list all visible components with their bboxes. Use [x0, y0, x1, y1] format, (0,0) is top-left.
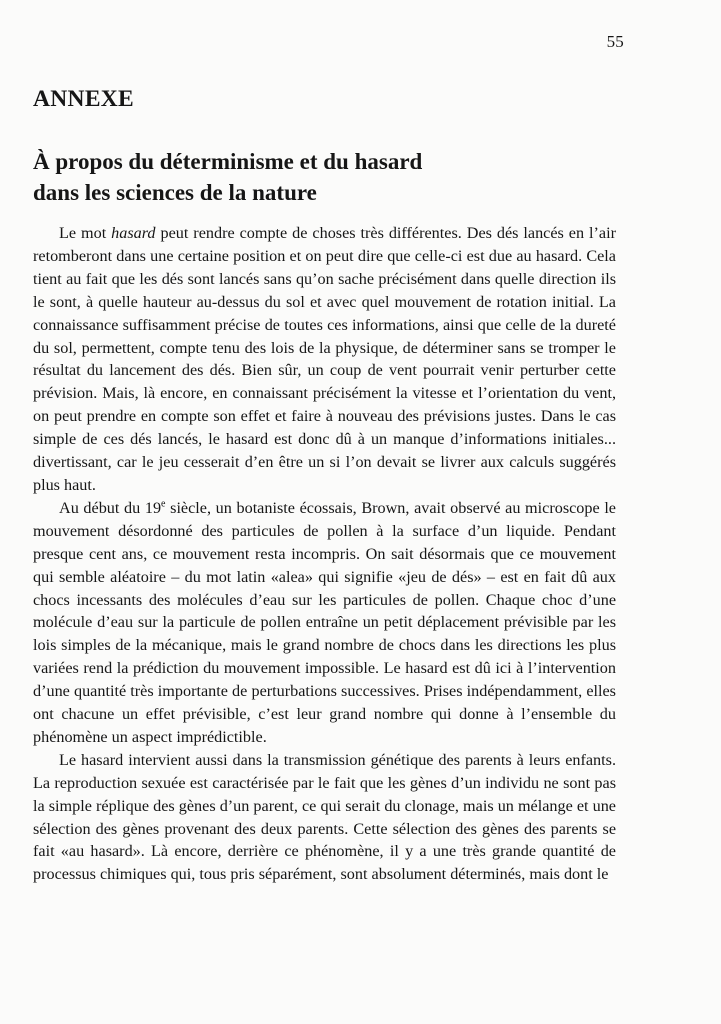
section-title-line-1: À propos du déterminisme et du hasard — [33, 149, 423, 174]
annexe-heading: ANNEXE — [33, 86, 135, 112]
paragraph-2 — [33, 497, 616, 749]
section-title — [33, 146, 633, 208]
paragraph-2-text: siècle, un botaniste écossais, Brown, avait observé au microscope le mouvement désordonné des particules de pollen à la surface d’un liquide. Pendant presque cent ans, ce mouvement resta incompris. On sait désormais que ce mouvement qui semble aléatoire – du mot latin «alea» qui signifie «jeu de dés» – est en fait dû aux chocs incessants des molécules d’eau sur les particules de pollen. Chaque choc d’une molécule d’eau sur la particule de pollen entraîne un petit déplacement prévisible par les lois simples de la mécanique, mais le grand nombre de chocs dans les directions les plus variées rend la prédiction du mouvement impossible. Le hasard est dû ici à l’intervention d’une quantité très importante de perturbations successives. Prises indépendamment, elles ont chacune un effet prévisible, c’est leur grand nombre qui donne à l’ensemble du phénomène un aspect imprédictible. — [33, 498, 616, 746]
paragraph-1-text: peut rendre compte de choses très différentes. Des dés lancés en l’air retomberont dans une certaine position et on peut dire que celle-ci est due au hasard. Cela tient au fait que les dés sont lancés sans qu’on sache précisément dans quelle direction ils le sont, à quelle hauteur au-dessus du sol et avec quel mouvement de rotation initial. La connaissance suffisamment précise de toutes ces informations, ainsi que celle de la dureté du sol, permettent, compte tenu des lois de la physique, de déterminer sans se tromper le résultat du lancement des dés. Bien sûr, un coup de vent pourrait venir perturber cette prévision. Mais, là encore, en connaissant précisément la vitesse et l’orientation du vent, on peut prendre en compte son effet et faire à nouveau des prévisions justes. Dans le cas simple de ces dés lancés, le hasard est donc dû à un manque d’informations initiales... divertissant, car le jeu cesserait d’en être un si l’on devait se livrer aux calculs suggérés plus haut. — [33, 224, 616, 494]
section-title-line-2: dans les sciences de la nature — [33, 180, 317, 205]
body-text — [33, 222, 616, 886]
paragraph-2-intro: Au début du 19 — [59, 498, 162, 517]
century-superscript: e — [161, 498, 166, 510]
paragraph-1-emphasis: hasard — [111, 224, 156, 242]
paragraph-1-intro: Le mot — [59, 224, 112, 242]
paragraph-1 — [33, 222, 616, 497]
page-number: 55 — [606, 32, 624, 51]
paragraph-3: Le hasard intervient aussi dans la transmission génétique des parents à leurs enfants. La reproduction sexuée est caractérisée par le fait que les gènes d’un individu ne sont pas la simple réplique des gènes d’un parent, ce qui serait du clonage, mais un mélange et une sélection des gènes provenant des deux parents. Cette sélection des gènes des parents se fait «au hasard». Là encore, derrière ce phénomène, il y a une très grande quantité de processus chimiques qui, tous pris séparément, sont absolument déterminés, mais dont le — [33, 750, 616, 884]
